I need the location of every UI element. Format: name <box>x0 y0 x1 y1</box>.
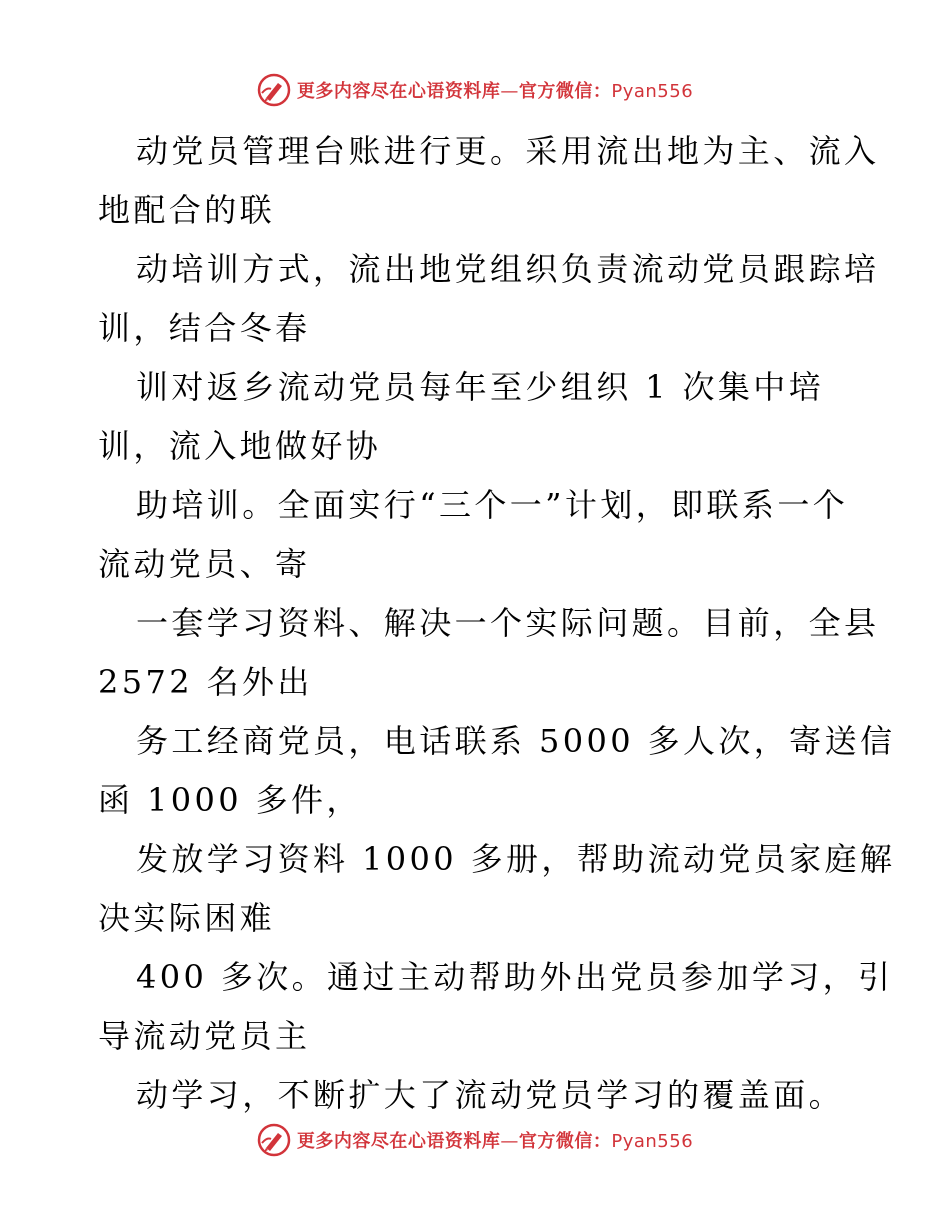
paragraph <box>98 948 894 1066</box>
paragraph <box>98 830 896 948</box>
watermark-official: 官方微信： <box>518 81 612 102</box>
watermark-brand: 更多内容尽在心语资料库 <box>296 81 501 102</box>
pen-logo-icon <box>257 1123 291 1157</box>
text-line: 导流动党员主 <box>98 1017 311 1055</box>
text-line: 2572 名外出 <box>98 663 313 701</box>
document-body <box>98 122 896 1125</box>
watermark-official: 官方微信： <box>518 1131 612 1152</box>
text-line: 地配合的联 <box>98 191 276 229</box>
text-line: 助培训。全面实行“三个一”计划，即联系一个 <box>136 486 849 524</box>
text-line: 发放学习资料 1000 多册，帮助流动党员家庭解 <box>136 840 896 878</box>
paragraph <box>98 358 858 476</box>
text-line: 训，结合冬春 <box>98 309 311 347</box>
text-line: 务工经商党员，电话联系 5000 多人次，寄送信 <box>136 722 896 760</box>
watermark-dash: — <box>500 1131 519 1152</box>
text-line: 动培训方式，流出地党组织负责流动党员跟踪培 <box>136 250 880 288</box>
watermark-id: Pyan556 <box>611 1131 694 1152</box>
text-line: 流动党员、寄 <box>98 545 311 583</box>
footer-watermark <box>0 1120 950 1160</box>
watermark-dash: — <box>500 81 519 102</box>
text-line: 一套学习资料、解决一个实际问题。目前，全县 <box>136 604 880 642</box>
header-watermark <box>0 70 950 110</box>
paragraph <box>98 122 880 240</box>
watermark-id: Pyan556 <box>611 81 694 102</box>
text-line: 400 多次。通过主动帮助外出党员参加学习，引 <box>136 958 894 996</box>
watermark-brand: 更多内容尽在心语资料库 <box>296 1131 501 1152</box>
pen-logo-icon <box>257 73 291 107</box>
paragraph <box>98 712 896 830</box>
text-line: 动党员管理台账进行更。采用流出地为主、流入 <box>136 132 880 170</box>
watermark-text <box>297 77 693 103</box>
text-line: 训对返乡流动党员每年至少组织 1 次集中培 <box>136 368 825 406</box>
text-line: 训，流入地做好协 <box>98 427 382 465</box>
paragraph <box>98 1066 858 1125</box>
paragraph <box>98 240 880 358</box>
text-line: 函 1000 多件， <box>98 781 362 819</box>
text-line: 动学习，不断扩大了流动党员学习的覆盖面。 <box>136 1076 845 1114</box>
watermark-text <box>297 1127 693 1153</box>
paragraph <box>98 594 880 712</box>
text-line: 决实际困难 <box>98 899 276 937</box>
paragraph <box>98 476 858 594</box>
